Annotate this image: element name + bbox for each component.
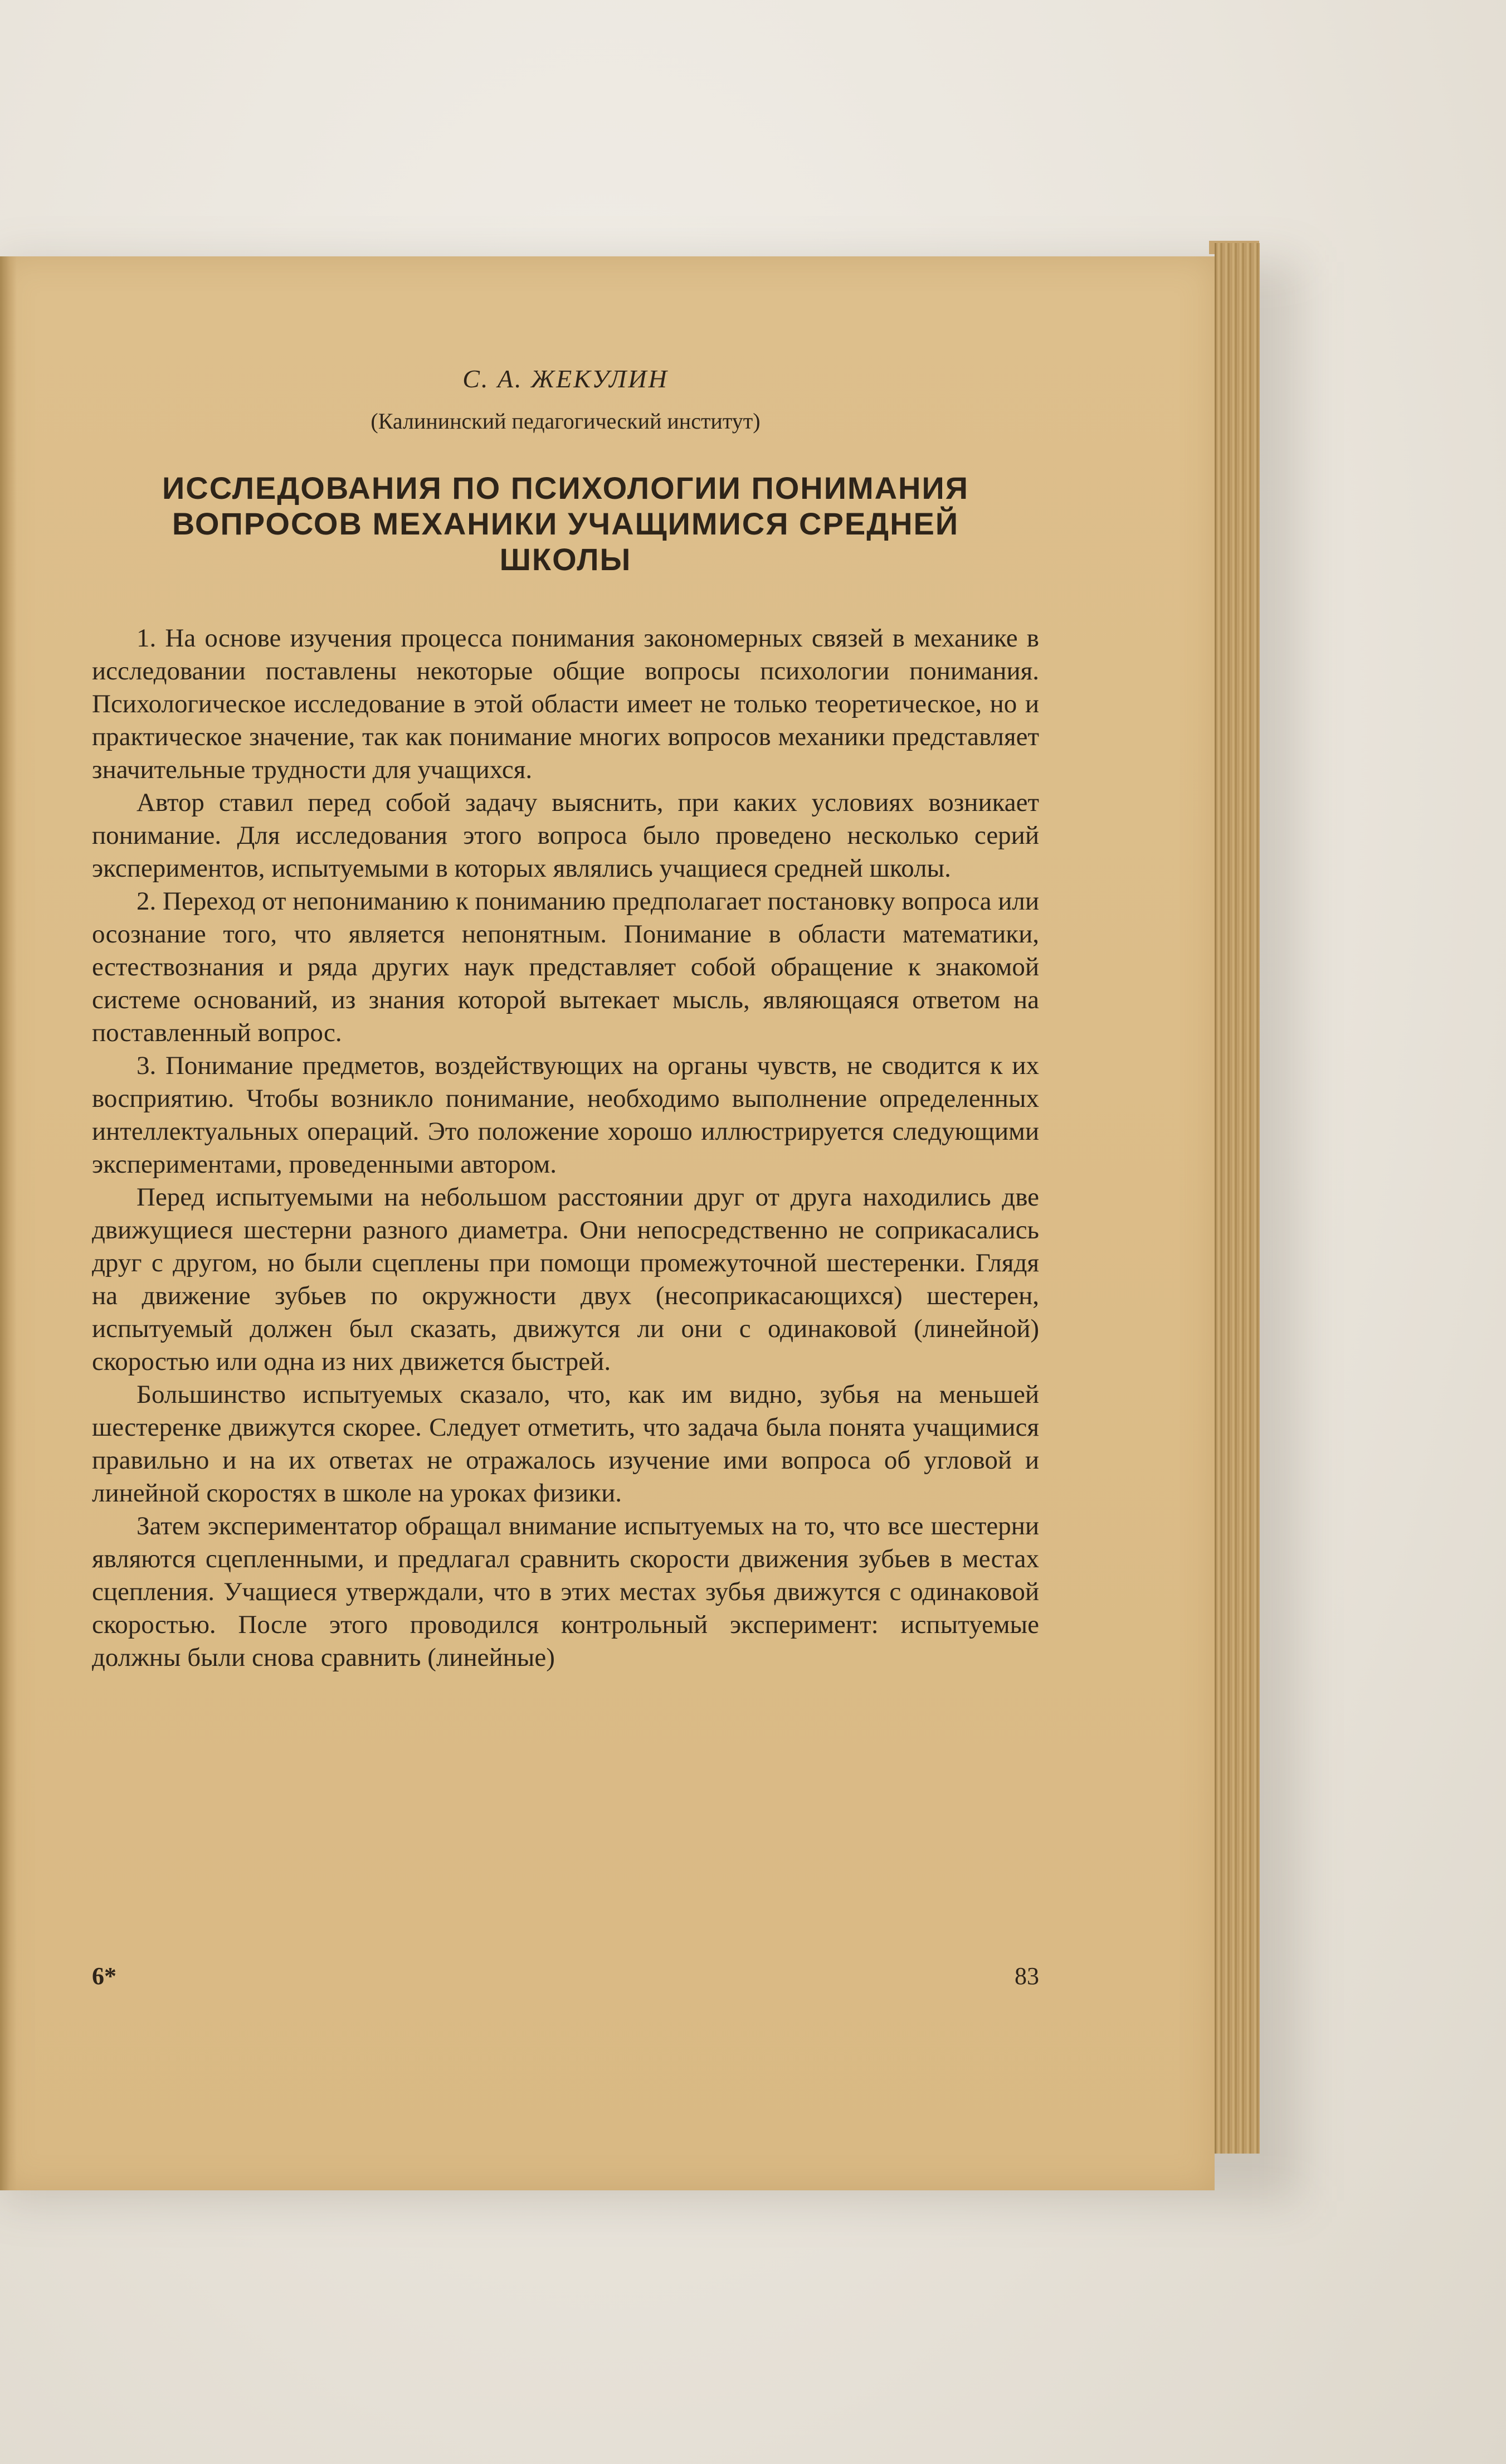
page-number: 83 [1015, 1962, 1039, 1990]
article-title: ИССЛЕДОВАНИЯ ПО ПСИХОЛОГИИ ПОНИМАНИЯ ВОПРОСОВ МЕХАНИКИ УЧАЩИМИСЯ СРЕДНЕЙ ШКОЛЫ [162, 470, 969, 577]
page-fold [0, 256, 17, 2190]
author-name: С. А. ЖЕКУЛИН [462, 365, 669, 393]
author-affiliation: (Калининский педагогический институт) [371, 409, 761, 434]
signature-mark: 6* [92, 1962, 116, 1990]
paragraph: 3. Понимание предметов, воздействующих на органы чувств, не сводится к их восприятию. Чтобы возникло понимание, необходимо выполнение определенных интеллектуальных операций. Это положение хорошо иллюстрируется следующими экспериментами, проведенными автором. [92, 1051, 1039, 1179]
page-edges [1215, 243, 1260, 2154]
paragraph: Большинство испытуемых сказало, что, как им видно, зубья на меньшей шестеренке движутся скорее. Следует отметить, что задача была понята учащимися правильно и на их ответах не отражалось изучение ими вопроса об угловой и линейной скоростях в школе на уроках физики. [92, 1380, 1039, 1508]
paragraph: Автор ставил перед собой задачу выяснить, при каких условиях возникает понимание. Для исследования этого вопроса было проведено несколько серий экспериментов, испытуемыми в которых являлись учащиеся средней школы. [92, 788, 1039, 883]
article [92, 362, 1039, 1674]
paragraph: 1. На основе изучения процесса понимания закономерных связей в механике в исследовании поставлены некоторые общие вопросы психологии понимания. Психологическое исследование в этой области имеет не только теоретическое, но и практическое значение, так как понимание многих вопросов механики представляет значительные трудности для учащихся. [92, 624, 1039, 784]
paragraph: 2. Переход от непониманию к пониманию предполагает постановку вопроса или осознание того, что является непонятным. Понимание в области математики, естествознания и ряда других наук представляет собой обращение к знакомой системе оснований, из знания которой вытекает мысль, являющаяся ответом на поставленный вопрос. [92, 887, 1039, 1047]
paragraph: Затем экспериментатор обращал внимание испытуемых на то, что все шестерни являются сцепленными, и предлагал сравнить скорости движения зубьев в местах сцепления. Учащиеся утверждали, что в этих местах зубья движутся с одинаковой скоростью. После этого проводился контрольный эксперимент: испытуемые должны были снова сравнить (линейные) [92, 1512, 1039, 1672]
paragraph: Перед испытуемыми на небольшом расстоянии друг от друга находились две движущиеся шестерни разного диаметра. Они непосредственно не соприкасались друг с другом, но были сцеплены при помощи промежуточной шестеренки. Глядя на движение зубьев по окружности двух (несоприкасающихся) шестерен, испытуемый должен был сказать, движутся ли они с одинаковой (линейной) скоростью или одна из них движется быстрей. [92, 1183, 1039, 1376]
